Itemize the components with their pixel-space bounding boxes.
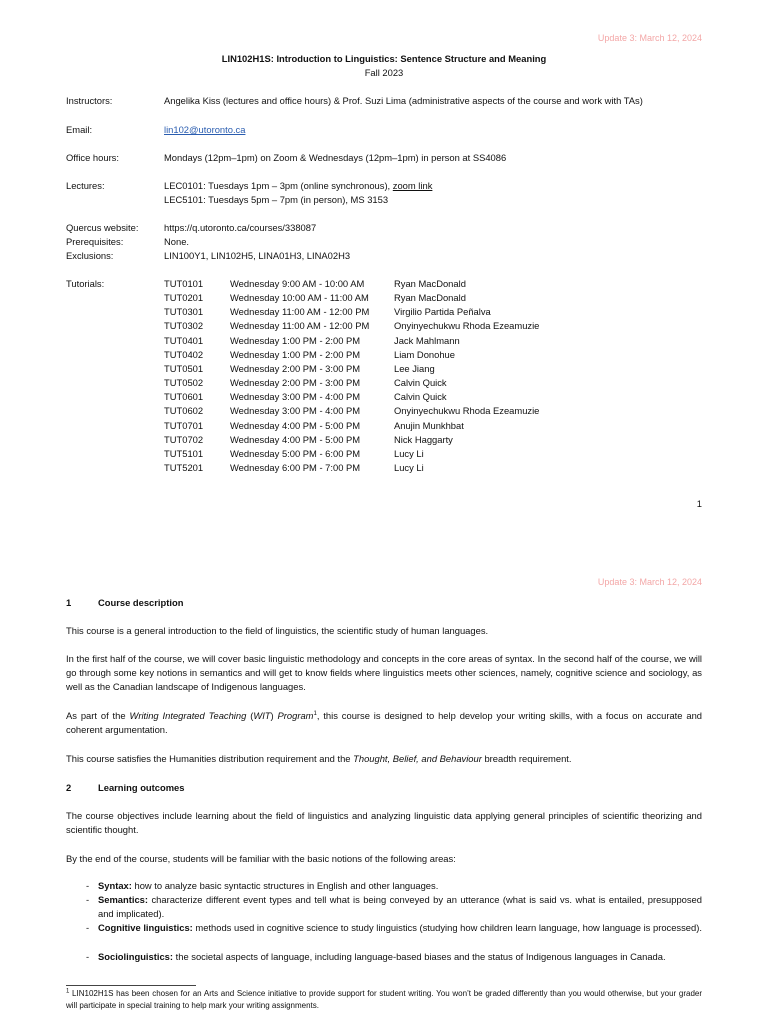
tutorial-code: TUT0101 <box>164 278 204 289</box>
tutorial-ta: Calvin Quick <box>394 391 447 402</box>
tutorial-code: TUT5201 <box>164 462 204 473</box>
exclusions-value: LIN100Y1, LIN102H5, LINA01H3, LINA02H3 <box>164 250 351 261</box>
lecture-lec0101 <box>164 179 432 193</box>
tutorial-code: TUT0201 <box>164 292 204 303</box>
tutorial-ta: Onyinyechukwu Rhoda Ezeamuzie <box>394 320 540 331</box>
office-hours-label: Office hours: <box>66 152 119 163</box>
footnote-text: LIN102H1S has been chosen for an Arts and Science initiative to provide support for student writing. You won’t be graded differently than you would otherwise, but your grader will participate in special training to help mark your writing assignments. <box>66 989 702 1010</box>
email-link[interactable]: lin102@utoronto.ca <box>164 124 246 135</box>
learning-outcome-item <box>98 879 702 893</box>
learning-outcome-text: the societal aspects of language, including language-based biases and the status of Indigenous languages in Canada. <box>173 951 666 962</box>
p3-text-b: ( <box>246 710 254 721</box>
footnote-ref[interactable]: 1 <box>313 710 317 717</box>
bullet-dash: - <box>86 880 90 891</box>
learning-outcome-item <box>98 893 702 921</box>
p4-text-b: breadth requirement. <box>481 753 572 764</box>
p3-text-d: , this course is designed to help develop your writing skills, with a focus on accurate and coherent argumentation. <box>66 710 703 735</box>
tutorial-time: Wednesday 10:00 AM - 11:00 AM <box>230 292 369 303</box>
tutorial-code: TUT0301 <box>164 306 204 317</box>
learning-outcome-term: Sociolinguistics: <box>98 951 174 962</box>
tutorial-ta: Lucy Li <box>394 448 424 459</box>
footnote-marker: 1 <box>66 988 70 995</box>
email-label: Email: <box>66 124 93 135</box>
section-1-title: Course description <box>98 597 184 608</box>
lecture-lec0101-text: LEC0101: Tuesdays 1pm – 3pm (online synchronous), <box>164 180 393 191</box>
tutorial-time: Wednesday 4:00 PM - 5:00 PM <box>230 420 361 431</box>
tutorial-code: TUT5101 <box>164 448 204 459</box>
p4-text-a: This course satisfies the Humanities distribution requirement and the <box>66 753 354 764</box>
course-description-p4 <box>66 752 702 766</box>
learning-outcome-item <box>98 950 702 964</box>
course-description-p1: This course is a general introduction to the field of linguistics, the scientific study of human languages. <box>66 625 489 636</box>
p3-program: Program <box>277 710 314 721</box>
learning-outcome-term: Syntax: <box>98 880 132 891</box>
tutorial-time: Wednesday 5:00 PM - 6:00 PM <box>230 448 361 459</box>
tutorial-ta: Calvin Quick <box>394 377 447 388</box>
lectures-label: Lectures: <box>66 180 105 191</box>
tutorial-time: Wednesday 11:00 AM - 12:00 PM <box>230 320 370 331</box>
course-description-p3 <box>66 709 702 737</box>
tutorial-ta: Lucy Li <box>394 462 424 473</box>
bullet-dash: - <box>86 922 90 933</box>
quercus-url[interactable]: https://q.utoronto.ca/courses/338087 <box>164 222 317 233</box>
tutorial-time: Wednesday 2:00 PM - 3:00 PM <box>230 363 361 374</box>
prerequisites-label: Prerequisites: <box>66 236 124 247</box>
bullet-dash: - <box>86 894 90 905</box>
section-2-number: 2 <box>66 782 72 793</box>
bullet-dash: - <box>86 951 90 962</box>
tutorial-ta: Anujin Munkhbat <box>394 420 464 431</box>
tutorial-time: Wednesday 2:00 PM - 3:00 PM <box>230 377 361 388</box>
tutorial-time: Wednesday 3:00 PM - 4:00 PM <box>230 405 361 416</box>
tutorial-code: TUT0401 <box>164 335 204 346</box>
tutorial-code: TUT0502 <box>164 377 204 388</box>
tutorial-time: Wednesday 4:00 PM - 5:00 PM <box>230 434 361 445</box>
exclusions-label: Exclusions: <box>66 250 114 261</box>
learning-outcome-term: Semantics: <box>98 894 149 905</box>
tutorial-code: TUT0601 <box>164 391 204 402</box>
tutorial-code: TUT0402 <box>164 349 204 360</box>
update-note: Update 3: March 12, 2024 <box>597 33 702 43</box>
p3-text-a: As part of the <box>66 710 130 721</box>
learning-outcome-item <box>98 921 702 935</box>
tutorials-label: Tutorials: <box>66 278 105 289</box>
tutorial-ta: Virgilio Partida Peñalva <box>394 306 491 317</box>
tutorial-ta: Jack Mahlmann <box>394 335 460 346</box>
footnote <box>66 988 702 1012</box>
office-hours-value: Mondays (12pm–1pm) on Zoom & Wednesdays (12pm–1pm) in person at SS4086 <box>164 152 507 163</box>
prerequisites-value: None. <box>164 236 190 247</box>
learning-outcomes-p1: The course objectives include learning about the field of linguistics and analyzing linguistic data applying general principles of scientific theorizing and scientific thought. <box>66 810 702 835</box>
quercus-label: Quercus website: <box>66 222 139 233</box>
instructors-value: Angelika Kiss (lectures and office hours) & Prof. Suzi Lima (administrative aspects of the course and work with TAs) <box>164 95 643 106</box>
tutorial-ta: Nick Haggarty <box>394 434 453 445</box>
learning-outcomes-p2: By the end of the course, students will be familiar with the basic notions of the following areas: <box>66 853 456 864</box>
learning-outcome-text: methods used in cognitive science to study linguistics (studying how children learn language, how language is processed). <box>192 922 702 933</box>
tutorial-code: TUT0702 <box>164 434 204 445</box>
tutorial-ta: Ryan MacDonald <box>394 278 466 289</box>
tutorial-code: TUT0501 <box>164 363 204 374</box>
p4-breadth: Thought, Belief, and Behaviour <box>353 753 482 764</box>
course-description-p2: In the first half of the course, we will cover basic linguistic methodology and concepts in the core areas of syntax. In the second half of the course, we will go through some key notions in semantics and will get to know fields where linguistics meets other sciences, namely, cognitive science and sociology, as well as the Canadian landscape of Indigenous languages. <box>66 653 702 692</box>
tutorial-time: Wednesday 9:00 AM - 10:00 AM <box>230 278 365 289</box>
learning-outcome-text: how to analyze basic syntactic structures in English and other languages. <box>131 880 439 891</box>
section-1-number: 1 <box>66 597 72 608</box>
course-title: LIN102H1S: Introduction to Linguistics: Sentence Structure and Meaning <box>221 53 547 64</box>
lecture-lec5101: LEC5101: Tuesdays 5pm – 7pm (in person), MS 3153 <box>164 194 389 205</box>
p3-text-c: ) <box>270 710 278 721</box>
tutorial-ta: Liam Donohue <box>394 349 455 360</box>
footnote-divider <box>66 985 196 986</box>
tutorial-ta: Lee Jiang <box>394 363 435 374</box>
tutorial-time: Wednesday 1:00 PM - 2:00 PM <box>230 335 361 346</box>
zoom-link[interactable]: zoom link <box>392 180 433 191</box>
tutorial-time: Wednesday 1:00 PM - 2:00 PM <box>230 349 361 360</box>
tutorial-code: TUT0602 <box>164 405 204 416</box>
section-2-title: Learning outcomes <box>98 782 185 793</box>
tutorial-code: TUT0302 <box>164 320 204 331</box>
update-note-page2: Update 3: March 12, 2024 <box>597 577 702 587</box>
p3-wit-name: Writing Integrated Teaching <box>129 710 247 721</box>
tutorial-code: TUT0701 <box>164 420 204 431</box>
learning-outcome-text: characterize different event types and tell what is being conveyed by an utterance (what is said vs. what is entailed, presupposed and implicated). <box>98 894 702 919</box>
instructors-label: Instructors: <box>66 95 113 106</box>
tutorial-time: Wednesday 3:00 PM - 4:00 PM <box>230 391 361 402</box>
course-term: Fall 2023 <box>364 67 404 78</box>
tutorial-time: Wednesday 11:00 AM - 12:00 PM <box>230 306 370 317</box>
tutorial-ta: Ryan MacDonald <box>394 292 466 303</box>
p3-wit-abbr: WIT <box>253 710 271 721</box>
tutorial-time: Wednesday 6:00 PM - 7:00 PM <box>230 462 361 473</box>
tutorial-ta: Onyinyechukwu Rhoda Ezeamuzie <box>394 405 540 416</box>
learning-outcome-term: Cognitive linguistics: <box>98 922 193 933</box>
page-number: 1 <box>696 498 702 509</box>
